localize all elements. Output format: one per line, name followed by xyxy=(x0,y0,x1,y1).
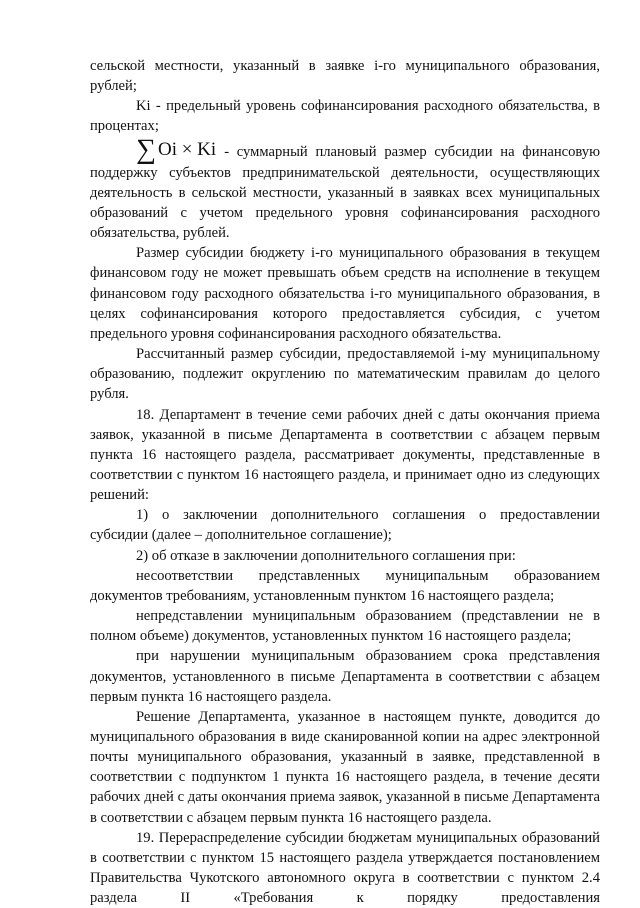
sigma-symbol: ∑ xyxy=(136,133,156,165)
paragraph: непредставлении муниципальным образованием (представлении не в полном объеме) документов, установленных пунктом 16 настоящего раздела; xyxy=(90,608,600,645)
paragraph: Решение Департамента, указанное в настоящем пункте, доводится до муниципального образования в виде сканированной копии на адрес электронной почты муниципального образования, указанный в заявке, представленной в соответствии с подпунктом 1 пункта 16 настоящего раздела, в течение десяти рабочих дней с даты окончания приема заявок, указанной в письме Департамента в соответствии с абзацем первым пункта 16 настоящего раздела. xyxy=(90,708,600,826)
paragraph: 2) об отказе в заключении дополнительного соглашения при: xyxy=(136,547,516,564)
paragraph: 18. Департамент в течение семи рабочих дней с даты окончания приема заявок, указанной в письме Департамента в соответствии с абзацем первым пункта 16 настоящего раздела, рассматривает документы, представленные в соответствии с пунктом 16 настоящего раздела, и принимает одно из следующих решений: xyxy=(90,406,600,504)
paragraph: Рассчитанный размер субсидии, предоставляемой i-му муниципальному образованию, подлежит округлению по математическим правилам до целого рубля. xyxy=(90,346,600,403)
paragraph: 19. Перераспределение субсидии бюджетам муниципальных образований в соответствии с пунктом 15 настоящего раздела утверждается постановлением Правительства Чукотского автономного округа в соответствии с пунктом 2.4 раздела II «Требования к порядку предоставления xyxy=(90,829,600,907)
paragraph: поддержку субъектов предпринимательской деятельности, осуществляющих деятельность в сельской местности, указанный в заявках всех муниципальных образований с учетом предельного уровня софинансирования расходного обязательства, рублей. xyxy=(90,164,600,242)
formula-description: - суммарный плановый размер субсидии на финансовую xyxy=(224,144,600,161)
formula-expression: Oi × Ki xyxy=(157,138,217,160)
paragraph: 1) о заключении дополнительного соглашения о предоставлении субсидии (далее – дополнительное соглашение); xyxy=(90,507,600,544)
paragraph: при нарушении муниципальным образованием срока представления документов, установленного в письме Департамента в соответствии с абзацем первым пункта 16 настоящего раздела. xyxy=(90,648,600,705)
paragraph: несоответствии представленных муниципальным образованием документов требованиям, установленным пунктом 16 настоящего раздела; xyxy=(90,567,600,604)
paragraph: Размер субсидии бюджету i-го муниципального образования в текущем финансовом году не может превышать объем средств на исполнение в текущем финансовом году расходного обязательства i-го муниципального образования, в целях софинансирования которого предоставляется субсидия, с учетом предельного уровня софинансирования расходного обязательства. xyxy=(90,245,600,342)
paragraph: Ki - предельный уровень софинансирования расходного обязательства, в процентах; xyxy=(90,98,600,135)
paragraph: сельской местности, указанный в заявке i-го муниципального образования, рублей; xyxy=(90,58,600,95)
sum-formula xyxy=(136,133,217,165)
formula-line xyxy=(90,133,600,165)
document-body xyxy=(90,56,600,908)
